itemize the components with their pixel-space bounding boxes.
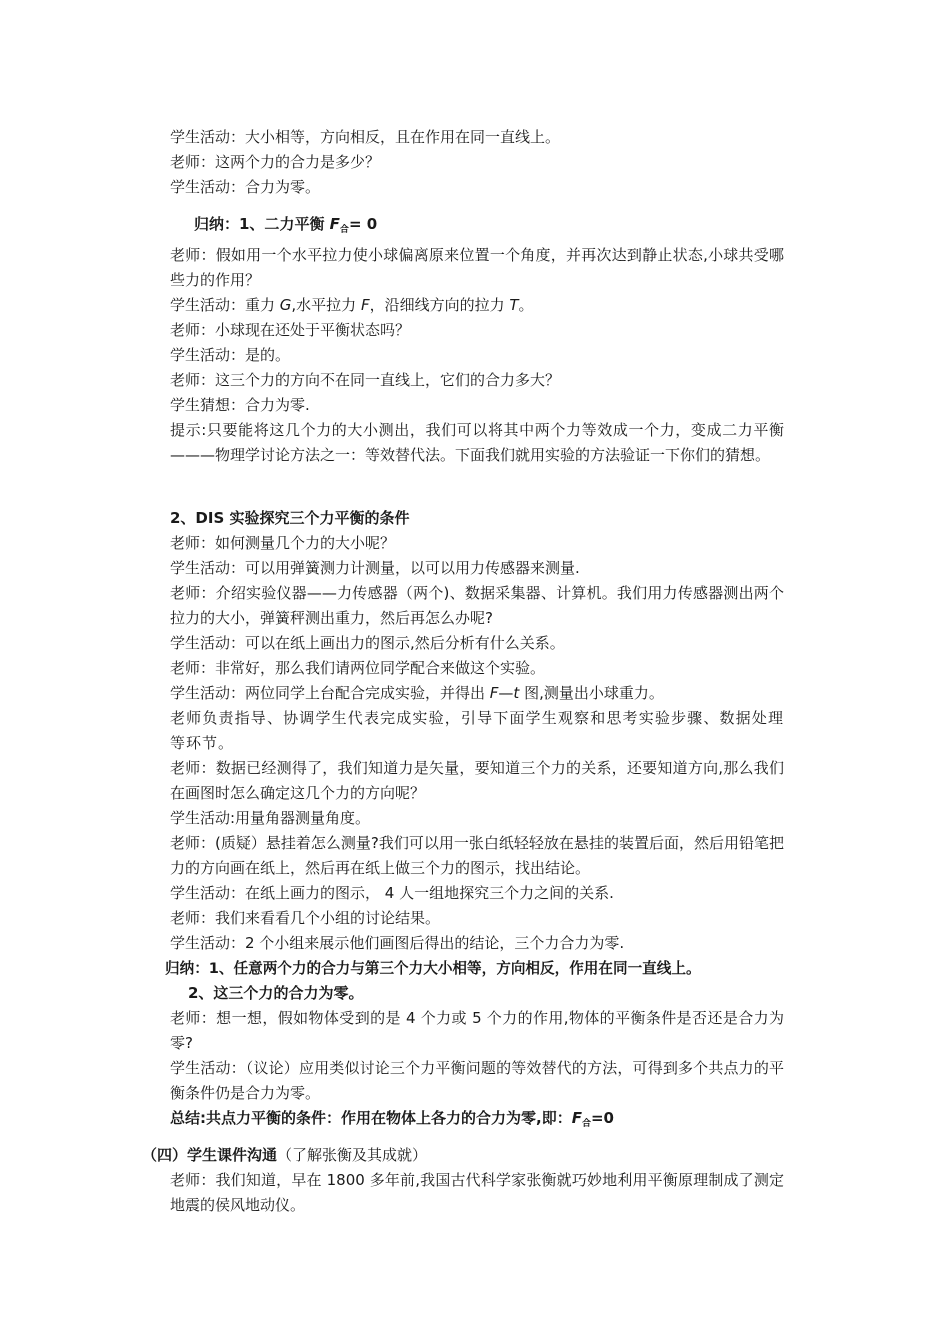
paragraph: 学生猜想：合力为零. [170, 396, 310, 414]
paragraph: 老师：想一想，假如物体受到的是 4 个力或 5 个力的作用,物体的平衡条件是否还是合力为零? [170, 1009, 784, 1052]
paragraph: 学生活动：大小相等，方向相反，且在作用在同一直线上。 [170, 128, 561, 146]
paragraph: 老师：(质疑）悬挂着怎么测量?我们可以用一张白纸轻轻放在悬挂的装置后面，然后用铅笔把力的方向画在纸上，然后再在纸上做三个力的图示，找出结论。 [170, 834, 784, 877]
paragraph: 老师：小球现在还处于平衡状态吗？ [170, 321, 411, 339]
paragraph: 学生活动：重力 G,水平拉力 F，沿细线方向的拉力 T。 [170, 296, 534, 314]
heading-conclusion: 总结:共点力平衡的条件：作用在物体上各力的合力为零,即：$F_合=0$ [170, 1109, 614, 1129]
paragraph: 学生活动：在纸上画力的图示， 4 人一组地探究三个力之间的关系. [170, 884, 614, 902]
paragraph: 老师：这三个力的方向不在同一直线上，它们的合力多大？ [170, 371, 561, 389]
paragraph: 学生活动：合力为零。 [170, 178, 321, 196]
heading-summary-2b: 2、这三个力的合力为零。 [188, 984, 364, 1002]
paragraph: 学生活动：两位同学上台配合完成实验，并得出 F—t 图,测量出小球重力。 [170, 684, 664, 702]
paragraph: 提示:只要能将这几个力的大小测出，我们可以将其中两个力等效成一个力，变成二力平衡———物理学讨论方法之一：等效替代法。下面我们就用实验的方法验证一下你们的猜想。 [170, 421, 784, 464]
paragraph: 学生活动：可以在纸上画出力的图示,然后分析有什么关系。 [170, 634, 565, 652]
paragraph: 老师：我们知道，早在 1800 多年前,我国古代科学家张衡就巧妙地利用平衡原理制成了测定地震的侯风地动仪。 [170, 1171, 784, 1214]
paragraph: 学生活动：是的。 [170, 346, 291, 364]
paragraph: 学生活动:用量角器测量角度。 [170, 809, 371, 827]
paragraph: 老师：数据已经测得了，我们知道力是矢量，要知道三个力的关系，还要知道方向,那么我们在画图时怎么确定这几个力的方向呢？ [170, 759, 784, 802]
paragraph: 老师：我们来看看几个小组的讨论结果。 [170, 909, 441, 927]
paragraph: 老师：如何测量几个力的大小呢？ [170, 534, 396, 552]
heading-summary-2: 归纳：1、任意两个力的合力与第三个力大小相等，方向相反，作用在同一直线上。 [165, 960, 701, 977]
paragraph: 学生活动：可以用弹簧测力计测量，以可以用力传感器来测量. [170, 559, 580, 577]
heading-section-4: （四）学生课件沟通（了解张衡及其成就） [142, 1146, 428, 1164]
paragraph: 老师：这两个力的合力是多少？ [170, 153, 381, 171]
paragraph: 老师：假如用一个水平拉力使小球偏离原来位置一个角度，并再次达到静止状态,小球共受哪些力的作用？ [170, 246, 784, 289]
paragraph: 老师：非常好，那么我们请两位同学配合来做这个实验。 [170, 659, 546, 677]
paragraph: 老师：介绍实验仪器——力传感器（两个)、数据采集器、计算机。我们用力传感器测出两个拉力的大小，弹簧秤测出重力，然后再怎么办呢? [170, 584, 784, 627]
paragraph-italic-note: 老师负责指导、协调学生代表完成实验，引导下面学生观察和思考实验步骤、数据处理等环节。 [170, 709, 784, 752]
paragraph: 学生活动：（议论）应用类似讨论三个力平衡问题的等效替代的方法，可得到多个共点力的平衡条件仍是合力为零。 [170, 1059, 784, 1102]
paragraph: 学生活动：2 个小组来展示他们画图后得出的结论，三个力合力为零. [170, 934, 625, 952]
heading-section-2: 2、DIS 实验探究三个力平衡的条件 [170, 509, 410, 527]
heading-summary-1: 归纳：1、二力平衡 $F_合= 0$ [194, 215, 378, 235]
